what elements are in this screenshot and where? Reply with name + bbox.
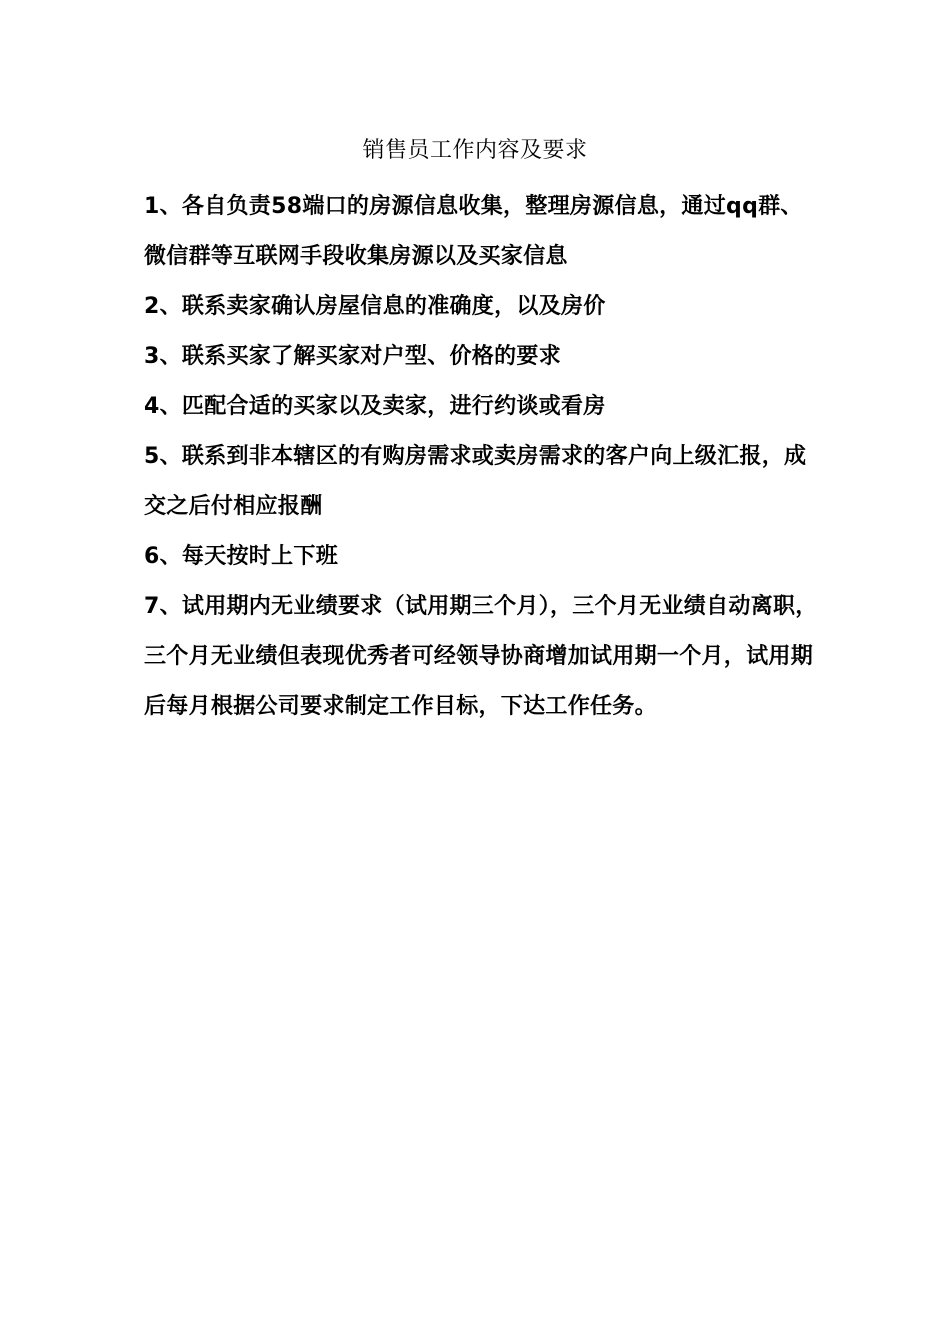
document-title: 销售员工作内容及要求 — [362, 138, 588, 163]
list-item: 3、联系买家了解买家对户型、价格的要求 — [144, 344, 562, 369]
list-item: 1、各自负责58端口的房源信息收集，整理房源信息，通过qq群、微信群等互联网手段收集房源以及买家信息 — [144, 194, 803, 269]
requirements-list — [144, 182, 822, 732]
list-item: 5、联系到非本辖区的有购房需求或卖房需求的客户向上级汇报，成交之后付相应报酬 — [144, 444, 807, 519]
list-item: 6、每天按时上下班 — [144, 544, 339, 569]
list-item: 7、试用期内无业绩要求（试用期三个月），三个月无业绩自动离职，三个月无业绩但表现优秀者可经领导协商增加试用期一个月，试用期后每月根据公司要求制定工作目标，下达工作任务。 — [144, 594, 818, 719]
list-item: 2、联系卖家确认房屋信息的准确度，以及房价 — [144, 294, 606, 319]
list-item: 4、匹配合适的买家以及卖家，进行约谈或看房 — [144, 394, 606, 419]
